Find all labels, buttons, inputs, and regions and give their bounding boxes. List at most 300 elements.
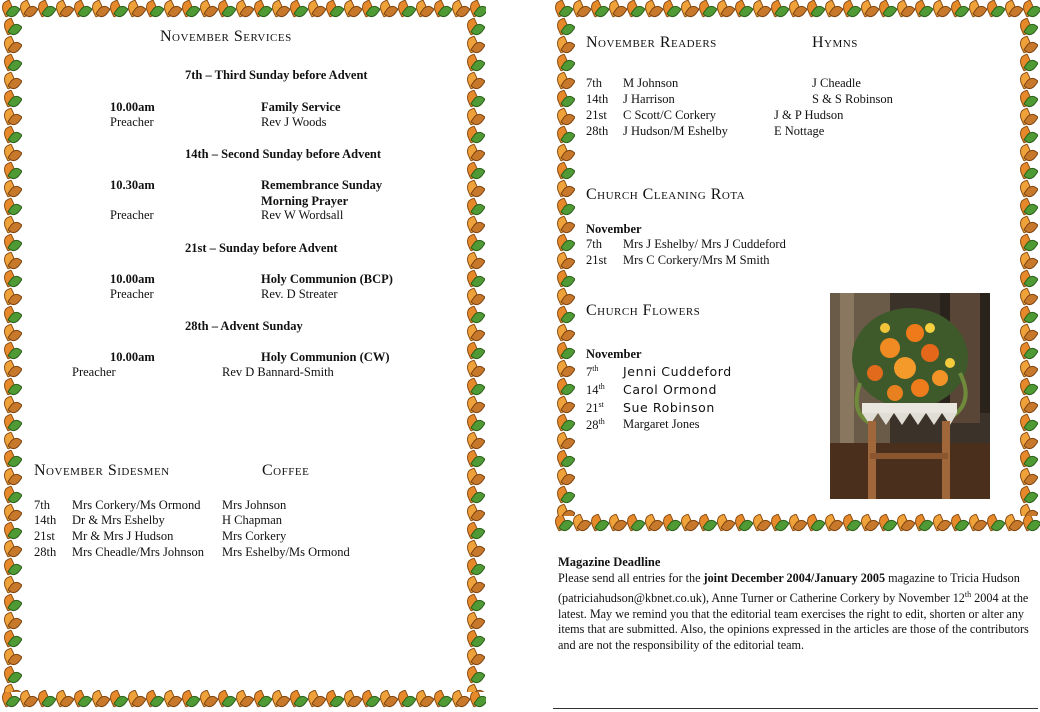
leaf-icon bbox=[2, 594, 20, 612]
leaf-icon bbox=[1018, 468, 1036, 486]
leaf-icon bbox=[715, 514, 733, 532]
cleaning-names-2: Mrs C Corkery/Mrs M Smith bbox=[623, 253, 770, 267]
sidesmen-name-4: Mrs Cheadle/Mrs Johnson bbox=[72, 545, 204, 559]
leaf-icon bbox=[2, 414, 20, 432]
leaf-icon bbox=[306, 0, 324, 18]
leaf-icon bbox=[2, 54, 20, 72]
hymns-name-1: J Cheadle bbox=[812, 76, 861, 90]
leaf-icon bbox=[1018, 108, 1036, 126]
flowers-month: November bbox=[586, 347, 642, 361]
leaf-icon bbox=[555, 414, 573, 432]
leaf-icon bbox=[465, 486, 483, 504]
flowers-name-1: Jenni Cuddeford bbox=[623, 364, 732, 379]
coffee-name-1: Mrs Johnson bbox=[222, 498, 287, 512]
leaf-icon bbox=[2, 90, 20, 108]
leaf-icon bbox=[2, 270, 20, 288]
preacher-1: Rev J Woods bbox=[261, 115, 327, 129]
leaf-icon bbox=[751, 0, 769, 18]
leaf-icon bbox=[36, 690, 54, 708]
leaf-icon bbox=[589, 514, 607, 532]
leaf-icon bbox=[643, 0, 661, 18]
leaf-icon bbox=[252, 0, 270, 18]
leaf-icon bbox=[967, 0, 985, 18]
leaf-icon bbox=[2, 684, 20, 692]
coffee-name-4: Mrs Eshelby/Ms Ormond bbox=[222, 545, 350, 559]
leaf-icon bbox=[661, 514, 679, 532]
leaf-icon bbox=[432, 690, 450, 708]
sidesmen-date-4: 28th bbox=[34, 545, 57, 559]
leaf-icon bbox=[342, 690, 360, 708]
hymns-name-3: J & P Hudson bbox=[774, 108, 844, 122]
leaf-icon bbox=[270, 0, 288, 18]
leaf-icon bbox=[288, 690, 306, 708]
right-border-bottom bbox=[553, 514, 1040, 534]
deadline-title: Magazine Deadline bbox=[558, 555, 661, 569]
leaf-icon bbox=[877, 0, 895, 18]
leaf-icon bbox=[555, 378, 573, 396]
leaf-icon bbox=[555, 216, 573, 234]
cleaning-title: Church Cleaning Rota bbox=[586, 186, 746, 203]
leaf-icon bbox=[378, 690, 396, 708]
leaf-icon bbox=[216, 690, 234, 708]
left-border-top bbox=[0, 0, 486, 20]
services-title: November Services bbox=[160, 28, 292, 45]
leaf-icon bbox=[555, 144, 573, 162]
leaf-icon bbox=[913, 0, 931, 18]
leaf-icon bbox=[733, 0, 751, 18]
leaf-icon bbox=[468, 0, 486, 18]
service-day-3: 21st – Sunday before Advent bbox=[185, 241, 338, 255]
leaf-icon bbox=[465, 18, 483, 36]
leaf-icon bbox=[465, 504, 483, 522]
leaf-icon bbox=[198, 690, 216, 708]
cleaning-date-1: 7th bbox=[586, 237, 602, 251]
preacher-label-1: Preacher bbox=[110, 115, 154, 129]
leaf-icon bbox=[18, 690, 36, 708]
preacher-2: Rev W Wordsall bbox=[261, 208, 344, 222]
service-name-3: Holy Communion (BCP) bbox=[261, 272, 393, 286]
church-flowers-photo bbox=[830, 293, 990, 499]
leaf-icon bbox=[1018, 486, 1036, 504]
leaf-icon bbox=[1018, 72, 1036, 90]
leaf-icon bbox=[465, 198, 483, 216]
leaf-icon bbox=[414, 0, 432, 18]
leaf-icon bbox=[625, 514, 643, 532]
preacher-label-3: Preacher bbox=[110, 287, 154, 301]
leaf-icon bbox=[126, 690, 144, 708]
leaf-icon bbox=[252, 690, 270, 708]
leaf-icon bbox=[555, 252, 573, 270]
flowers-illustration bbox=[830, 293, 990, 499]
leaf-icon bbox=[1003, 0, 1021, 18]
reader-date-1: 7th bbox=[586, 76, 602, 90]
leaf-icon bbox=[144, 0, 162, 18]
leaf-icon bbox=[1018, 144, 1036, 162]
leaf-icon bbox=[162, 0, 180, 18]
leaf-icon bbox=[2, 252, 20, 270]
service-time-1: 10.00am bbox=[110, 100, 155, 114]
leaf-icon bbox=[571, 0, 589, 18]
leaf-icon bbox=[396, 690, 414, 708]
leaf-icon bbox=[180, 0, 198, 18]
leaf-icon bbox=[1018, 270, 1036, 288]
leaf-icon bbox=[2, 612, 20, 630]
leaf-icon bbox=[823, 0, 841, 18]
leaf-icon bbox=[465, 666, 483, 684]
leaf-icon bbox=[1021, 0, 1039, 18]
leaf-icon bbox=[396, 0, 414, 18]
leaf-icon bbox=[342, 0, 360, 18]
leaf-icon bbox=[465, 468, 483, 486]
leaf-icon bbox=[931, 0, 949, 18]
leaf-icon bbox=[198, 0, 216, 18]
leaf-icon bbox=[465, 288, 483, 306]
leaf-icon bbox=[465, 522, 483, 540]
leaf-icon bbox=[769, 514, 787, 532]
leaf-icon bbox=[1018, 198, 1036, 216]
leaf-icon bbox=[1018, 504, 1036, 516]
leaf-icon bbox=[555, 90, 573, 108]
leaf-icon bbox=[555, 108, 573, 126]
cleaning-month: November bbox=[586, 222, 642, 236]
leaf-icon bbox=[465, 252, 483, 270]
leaf-icon bbox=[414, 690, 432, 708]
leaf-icon bbox=[90, 0, 108, 18]
leaf-icon bbox=[697, 0, 715, 18]
leaf-icon bbox=[679, 0, 697, 18]
leaf-icon bbox=[555, 270, 573, 288]
leaf-icon bbox=[555, 162, 573, 180]
sidesmen-name-3: Mr & Mrs J Hudson bbox=[72, 529, 174, 543]
leaf-icon bbox=[465, 324, 483, 342]
leaf-icon bbox=[465, 594, 483, 612]
coffee-title: Coffee bbox=[262, 462, 310, 479]
leaf-icon bbox=[2, 360, 20, 378]
leaf-icon bbox=[1018, 288, 1036, 306]
leaf-icon bbox=[0, 690, 18, 708]
right-border-top bbox=[553, 0, 1040, 20]
right-border-left bbox=[555, 18, 575, 516]
leaf-icon bbox=[465, 630, 483, 648]
leaf-icon bbox=[2, 180, 20, 198]
service-day-4: 28th – Advent Sunday bbox=[185, 319, 303, 333]
leaf-icon bbox=[661, 0, 679, 18]
leaf-icon bbox=[180, 690, 198, 708]
leaf-icon bbox=[589, 0, 607, 18]
hymns-name-2: S & S Robinson bbox=[812, 92, 893, 106]
leaf-icon bbox=[234, 0, 252, 18]
leaf-icon bbox=[2, 342, 20, 360]
leaf-icon bbox=[679, 514, 697, 532]
flowers-date-1: 7th bbox=[586, 364, 599, 380]
leaf-icon bbox=[450, 0, 468, 18]
leaf-icon bbox=[2, 36, 20, 54]
service-name-4: Holy Communion (CW) bbox=[261, 350, 390, 364]
leaf-icon bbox=[2, 18, 20, 36]
leaf-icon bbox=[465, 612, 483, 630]
leaf-icon bbox=[465, 234, 483, 252]
leaf-icon bbox=[555, 18, 573, 36]
leaf-icon bbox=[805, 514, 823, 532]
leaf-icon bbox=[931, 514, 949, 532]
leaf-icon bbox=[787, 0, 805, 18]
leaf-icon bbox=[2, 630, 20, 648]
leaf-icon bbox=[1018, 36, 1036, 54]
leaf-icon bbox=[859, 514, 877, 532]
leaf-icon bbox=[324, 690, 342, 708]
reader-date-3: 21st bbox=[586, 108, 607, 122]
bottom-rule bbox=[553, 708, 1038, 709]
leaf-icon bbox=[465, 414, 483, 432]
leaf-icon bbox=[90, 690, 108, 708]
leaf-icon bbox=[0, 0, 18, 18]
leaf-icon bbox=[108, 690, 126, 708]
leaf-icon bbox=[1018, 432, 1036, 450]
leaf-icon bbox=[465, 126, 483, 144]
leaf-icon bbox=[643, 514, 661, 532]
leaf-icon bbox=[465, 270, 483, 288]
leaf-icon bbox=[555, 504, 573, 516]
leaf-icon bbox=[2, 324, 20, 342]
leaf-icon bbox=[555, 126, 573, 144]
leaf-icon bbox=[378, 0, 396, 18]
service-time-4: 10.00am bbox=[110, 350, 155, 364]
leaf-icon bbox=[555, 324, 573, 342]
leaf-icon bbox=[126, 0, 144, 18]
leaf-icon bbox=[465, 396, 483, 414]
leaf-icon bbox=[733, 514, 751, 532]
leaf-icon bbox=[841, 514, 859, 532]
sidesmen-date-3: 21st bbox=[34, 529, 55, 543]
leaf-icon bbox=[895, 0, 913, 18]
flowers-name-3: Sue Robinson bbox=[623, 400, 715, 415]
leaf-icon bbox=[607, 0, 625, 18]
leaf-icon bbox=[465, 162, 483, 180]
leaf-icon bbox=[2, 540, 20, 558]
flowers-date-3: 21st bbox=[586, 400, 604, 416]
sidesmen-name-2: Dr & Mrs Eshelby bbox=[72, 513, 165, 527]
flowers-date-2: 14th bbox=[586, 382, 605, 398]
leaf-icon bbox=[432, 0, 450, 18]
leaf-icon bbox=[1018, 360, 1036, 378]
leaf-icon bbox=[2, 468, 20, 486]
leaf-icon bbox=[1018, 234, 1036, 252]
leaf-icon bbox=[465, 684, 483, 692]
leaf-icon bbox=[555, 234, 573, 252]
leaf-icon bbox=[465, 108, 483, 126]
hymns-name-4: E Nottage bbox=[774, 124, 825, 138]
leaf-icon bbox=[555, 54, 573, 72]
right-border-right bbox=[1018, 18, 1038, 516]
leaf-icon bbox=[751, 514, 769, 532]
leaf-icon bbox=[360, 0, 378, 18]
leaf-icon bbox=[465, 306, 483, 324]
leaf-icon bbox=[450, 690, 468, 708]
sidesmen-title: November Sidesmen bbox=[34, 462, 170, 479]
reader-date-4: 28th bbox=[586, 124, 609, 138]
leaf-icon bbox=[555, 306, 573, 324]
leaf-icon bbox=[555, 198, 573, 216]
leaf-icon bbox=[967, 514, 985, 532]
service-name-1: Family Service bbox=[261, 100, 341, 114]
leaf-icon bbox=[2, 486, 20, 504]
leaf-icon bbox=[1018, 414, 1036, 432]
leaf-icon bbox=[913, 514, 931, 532]
leaf-icon bbox=[54, 690, 72, 708]
sidesmen-date-2: 14th bbox=[34, 513, 57, 527]
leaf-icon bbox=[555, 72, 573, 90]
leaf-icon bbox=[859, 0, 877, 18]
leaf-icon bbox=[2, 522, 20, 540]
leaf-icon bbox=[72, 0, 90, 18]
sidesmen-name-1: Mrs Corkery/Ms Ormond bbox=[72, 498, 201, 512]
leaf-icon bbox=[715, 0, 733, 18]
leaf-icon bbox=[877, 514, 895, 532]
leaf-icon bbox=[1018, 216, 1036, 234]
leaf-icon bbox=[1018, 252, 1036, 270]
leaf-icon bbox=[1018, 306, 1036, 324]
leaf-icon bbox=[2, 558, 20, 576]
leaf-icon bbox=[769, 0, 787, 18]
leaf-icon bbox=[985, 514, 1003, 532]
service-day-1: 7th – Third Sunday before Advent bbox=[185, 68, 368, 82]
leaf-icon bbox=[555, 396, 573, 414]
leaf-icon bbox=[1018, 378, 1036, 396]
coffee-name-3: Mrs Corkery bbox=[222, 529, 287, 543]
leaf-icon bbox=[555, 486, 573, 504]
coffee-name-2: H Chapman bbox=[222, 513, 283, 527]
leaf-icon bbox=[108, 0, 126, 18]
reader-name-1: M Johnson bbox=[623, 76, 679, 90]
leaf-icon bbox=[985, 0, 1003, 18]
reader-name-3: C Scott/C Corkery bbox=[623, 108, 717, 122]
leaf-icon bbox=[465, 342, 483, 360]
flowers-title: Church Flowers bbox=[586, 302, 701, 319]
readers-title: November Readers bbox=[586, 34, 717, 51]
leaf-icon bbox=[1018, 126, 1036, 144]
leaf-icon bbox=[2, 666, 20, 684]
leaf-icon bbox=[1018, 396, 1036, 414]
reader-date-2: 14th bbox=[586, 92, 609, 106]
leaf-icon bbox=[553, 514, 571, 532]
preacher-label-2: Preacher bbox=[110, 208, 154, 222]
leaf-icon bbox=[36, 0, 54, 18]
deadline-paragraph: Please send all entries for the joint December 2004/January 2005 magazine to Tricia Hudson (patriciahudson@kbnet.co.uk), Anne Turner or Catherine Corkery by November 12th 2004 at the latest. May we remind you that the editorial team exercises the right to edit, shorten or alter any items that are submitted. Also, the opinions expressed in the articles are those of the contributors and are not the responsibility of the editorial team. bbox=[558, 571, 1029, 653]
left-border-right bbox=[465, 18, 485, 692]
leaf-icon bbox=[1018, 162, 1036, 180]
leaf-icon bbox=[555, 360, 573, 378]
leaf-icon bbox=[72, 690, 90, 708]
leaf-icon bbox=[216, 0, 234, 18]
leaf-icon bbox=[1018, 54, 1036, 72]
sidesmen-date-1: 7th bbox=[34, 498, 50, 512]
leaf-icon bbox=[465, 90, 483, 108]
leaf-icon bbox=[465, 378, 483, 396]
leaf-icon bbox=[1018, 90, 1036, 108]
leaf-icon bbox=[2, 288, 20, 306]
leaf-icon bbox=[465, 558, 483, 576]
leaf-icon bbox=[324, 0, 342, 18]
cleaning-names-1: Mrs J Eshelby/ Mrs J Cuddeford bbox=[623, 237, 786, 251]
cleaning-date-2: 21st bbox=[586, 253, 607, 267]
service-time-2: 10.30am bbox=[110, 178, 155, 192]
leaf-icon bbox=[571, 514, 589, 532]
leaf-icon bbox=[1018, 18, 1036, 36]
leaf-icon bbox=[234, 690, 252, 708]
leaf-icon bbox=[949, 0, 967, 18]
service-time-3: 10.00am bbox=[110, 272, 155, 286]
preacher-4: Rev D Bannard-Smith bbox=[222, 365, 334, 379]
preacher-3: Rev. D Streater bbox=[261, 287, 338, 301]
leaf-icon bbox=[144, 690, 162, 708]
flowers-name-2: Carol Ormond bbox=[623, 382, 717, 397]
reader-name-2: J Harrison bbox=[623, 92, 675, 106]
leaf-icon bbox=[555, 288, 573, 306]
leaf-icon bbox=[823, 514, 841, 532]
leaf-icon bbox=[555, 450, 573, 468]
leaf-icon bbox=[465, 360, 483, 378]
leaf-icon bbox=[360, 690, 378, 708]
flowers-date-4: 28th bbox=[586, 417, 605, 433]
leaf-icon bbox=[465, 72, 483, 90]
leaf-icon bbox=[54, 0, 72, 18]
leaf-icon bbox=[18, 0, 36, 18]
leaf-icon bbox=[805, 0, 823, 18]
reader-name-4: J Hudson/M Eshelby bbox=[623, 124, 728, 138]
leaf-icon bbox=[2, 234, 20, 252]
leaf-icon bbox=[2, 576, 20, 594]
service-name-2: Remembrance Sunday bbox=[261, 178, 383, 192]
leaf-icon bbox=[306, 690, 324, 708]
preacher-label-4: Preacher bbox=[72, 365, 116, 379]
leaf-icon bbox=[2, 198, 20, 216]
leaf-icon bbox=[1018, 342, 1036, 360]
leaf-icon bbox=[2, 216, 20, 234]
leaf-icon bbox=[787, 514, 805, 532]
leaf-icon bbox=[2, 162, 20, 180]
leaf-icon bbox=[607, 514, 625, 532]
leaf-icon bbox=[2, 396, 20, 414]
leaf-icon bbox=[465, 144, 483, 162]
leaf-icon bbox=[949, 514, 967, 532]
leaf-icon bbox=[2, 648, 20, 666]
leaf-icon bbox=[2, 378, 20, 396]
leaf-icon bbox=[2, 306, 20, 324]
leaf-icon bbox=[465, 432, 483, 450]
leaf-icon bbox=[1018, 450, 1036, 468]
leaf-icon bbox=[1021, 514, 1039, 532]
leaf-icon bbox=[465, 54, 483, 72]
leaf-icon bbox=[553, 0, 571, 18]
service-day-2: 14th – Second Sunday before Advent bbox=[185, 147, 381, 161]
leaf-icon bbox=[2, 450, 20, 468]
leaf-icon bbox=[465, 648, 483, 666]
leaf-icon bbox=[895, 514, 913, 532]
service-name-2b: Morning Prayer bbox=[261, 194, 349, 208]
leaf-icon bbox=[841, 0, 859, 18]
leaf-icon bbox=[270, 690, 288, 708]
leaf-icon bbox=[465, 540, 483, 558]
leaf-icon bbox=[697, 514, 715, 532]
leaf-icon bbox=[2, 504, 20, 522]
leaf-icon bbox=[555, 180, 573, 198]
leaf-icon bbox=[2, 126, 20, 144]
hymns-title: Hymns bbox=[812, 34, 858, 51]
leaf-icon bbox=[2, 432, 20, 450]
leaf-icon bbox=[2, 72, 20, 90]
leaf-icon bbox=[555, 432, 573, 450]
left-border-left bbox=[2, 18, 22, 692]
